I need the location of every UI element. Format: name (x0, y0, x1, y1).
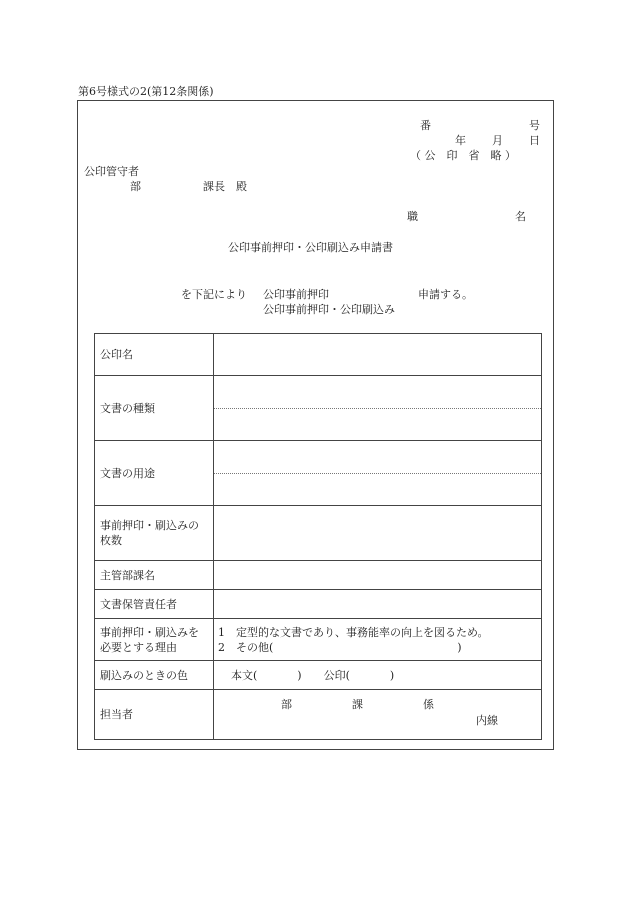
table-row (95, 619, 542, 661)
table-row (95, 441, 542, 506)
document-title: 公印事前押印・公印刷込み申請書 (228, 241, 393, 254)
seal-name-field[interactable] (214, 334, 542, 376)
form-number: 第6号様式の2(第12条関係) (78, 85, 214, 98)
request-option-1: 公印事前押印 (263, 288, 329, 301)
person-ka: 課 (352, 698, 363, 711)
doc-use-label: 文書の用途 (95, 441, 214, 506)
doc-use-field[interactable] (214, 441, 542, 506)
addressee-title: 公印管守者 (84, 165, 139, 178)
person-field[interactable] (214, 690, 542, 740)
count-label: 事前押印・刷込みの 枚数 (95, 506, 214, 561)
addressee-bu: 部 (130, 180, 141, 193)
seal-omitted: （ 公 印 省 略 ） (410, 149, 516, 162)
count-field[interactable] (214, 506, 542, 561)
table-row (95, 334, 542, 376)
reason-option-1[interactable]: 1 定型的な文書であり、事務能率の向上を図るため。 (218, 625, 489, 639)
table-row (95, 376, 542, 441)
reason-label: 事前押印・刷込みを 必要とする理由 (95, 619, 214, 661)
color-body: 本文( (231, 668, 258, 682)
color-seal: 公印( (323, 668, 350, 682)
request-option-2: 公印事前押印・公印刷込み (263, 303, 395, 316)
reason-field[interactable] (214, 619, 542, 661)
color-field[interactable]: 本文( ) 公印( ) (214, 661, 542, 690)
date-day: 日 (529, 134, 540, 147)
doc-type-field[interactable] (214, 376, 542, 441)
table-row (95, 661, 542, 690)
seal-name-label: 公印名 (95, 334, 214, 376)
color-label: 刷込みのときの色 (95, 661, 214, 690)
addressee-kacho: 課長 殿 (203, 180, 247, 193)
custodian-field[interactable] (214, 590, 542, 619)
request-prefix: を下記により (181, 288, 247, 301)
person-label: 担当者 (95, 690, 214, 740)
table-row (95, 561, 542, 590)
signer-mei: 名 (515, 210, 526, 223)
table-row (95, 506, 542, 561)
dept-label: 主管部課名 (95, 561, 214, 590)
table-row (95, 690, 542, 740)
date-year: 年 (455, 134, 466, 147)
application-table (94, 333, 542, 740)
signer-shoku: 職 (407, 210, 418, 223)
person-kakari: 係 (423, 698, 434, 711)
person-naisen: 内線 (476, 714, 498, 727)
date-month: 月 (492, 134, 503, 147)
dept-field[interactable] (214, 561, 542, 590)
request-suffix: 申請する。 (418, 288, 473, 301)
reason-option-2[interactable]: 2 その他( ) (218, 640, 462, 654)
custodian-label: 文書保管責任者 (95, 590, 214, 619)
person-bu: 部 (281, 698, 292, 711)
number-ban: 番 (420, 119, 431, 132)
doc-type-label: 文書の種類 (95, 376, 214, 441)
table-row (95, 590, 542, 619)
number-go: 号 (529, 119, 540, 132)
